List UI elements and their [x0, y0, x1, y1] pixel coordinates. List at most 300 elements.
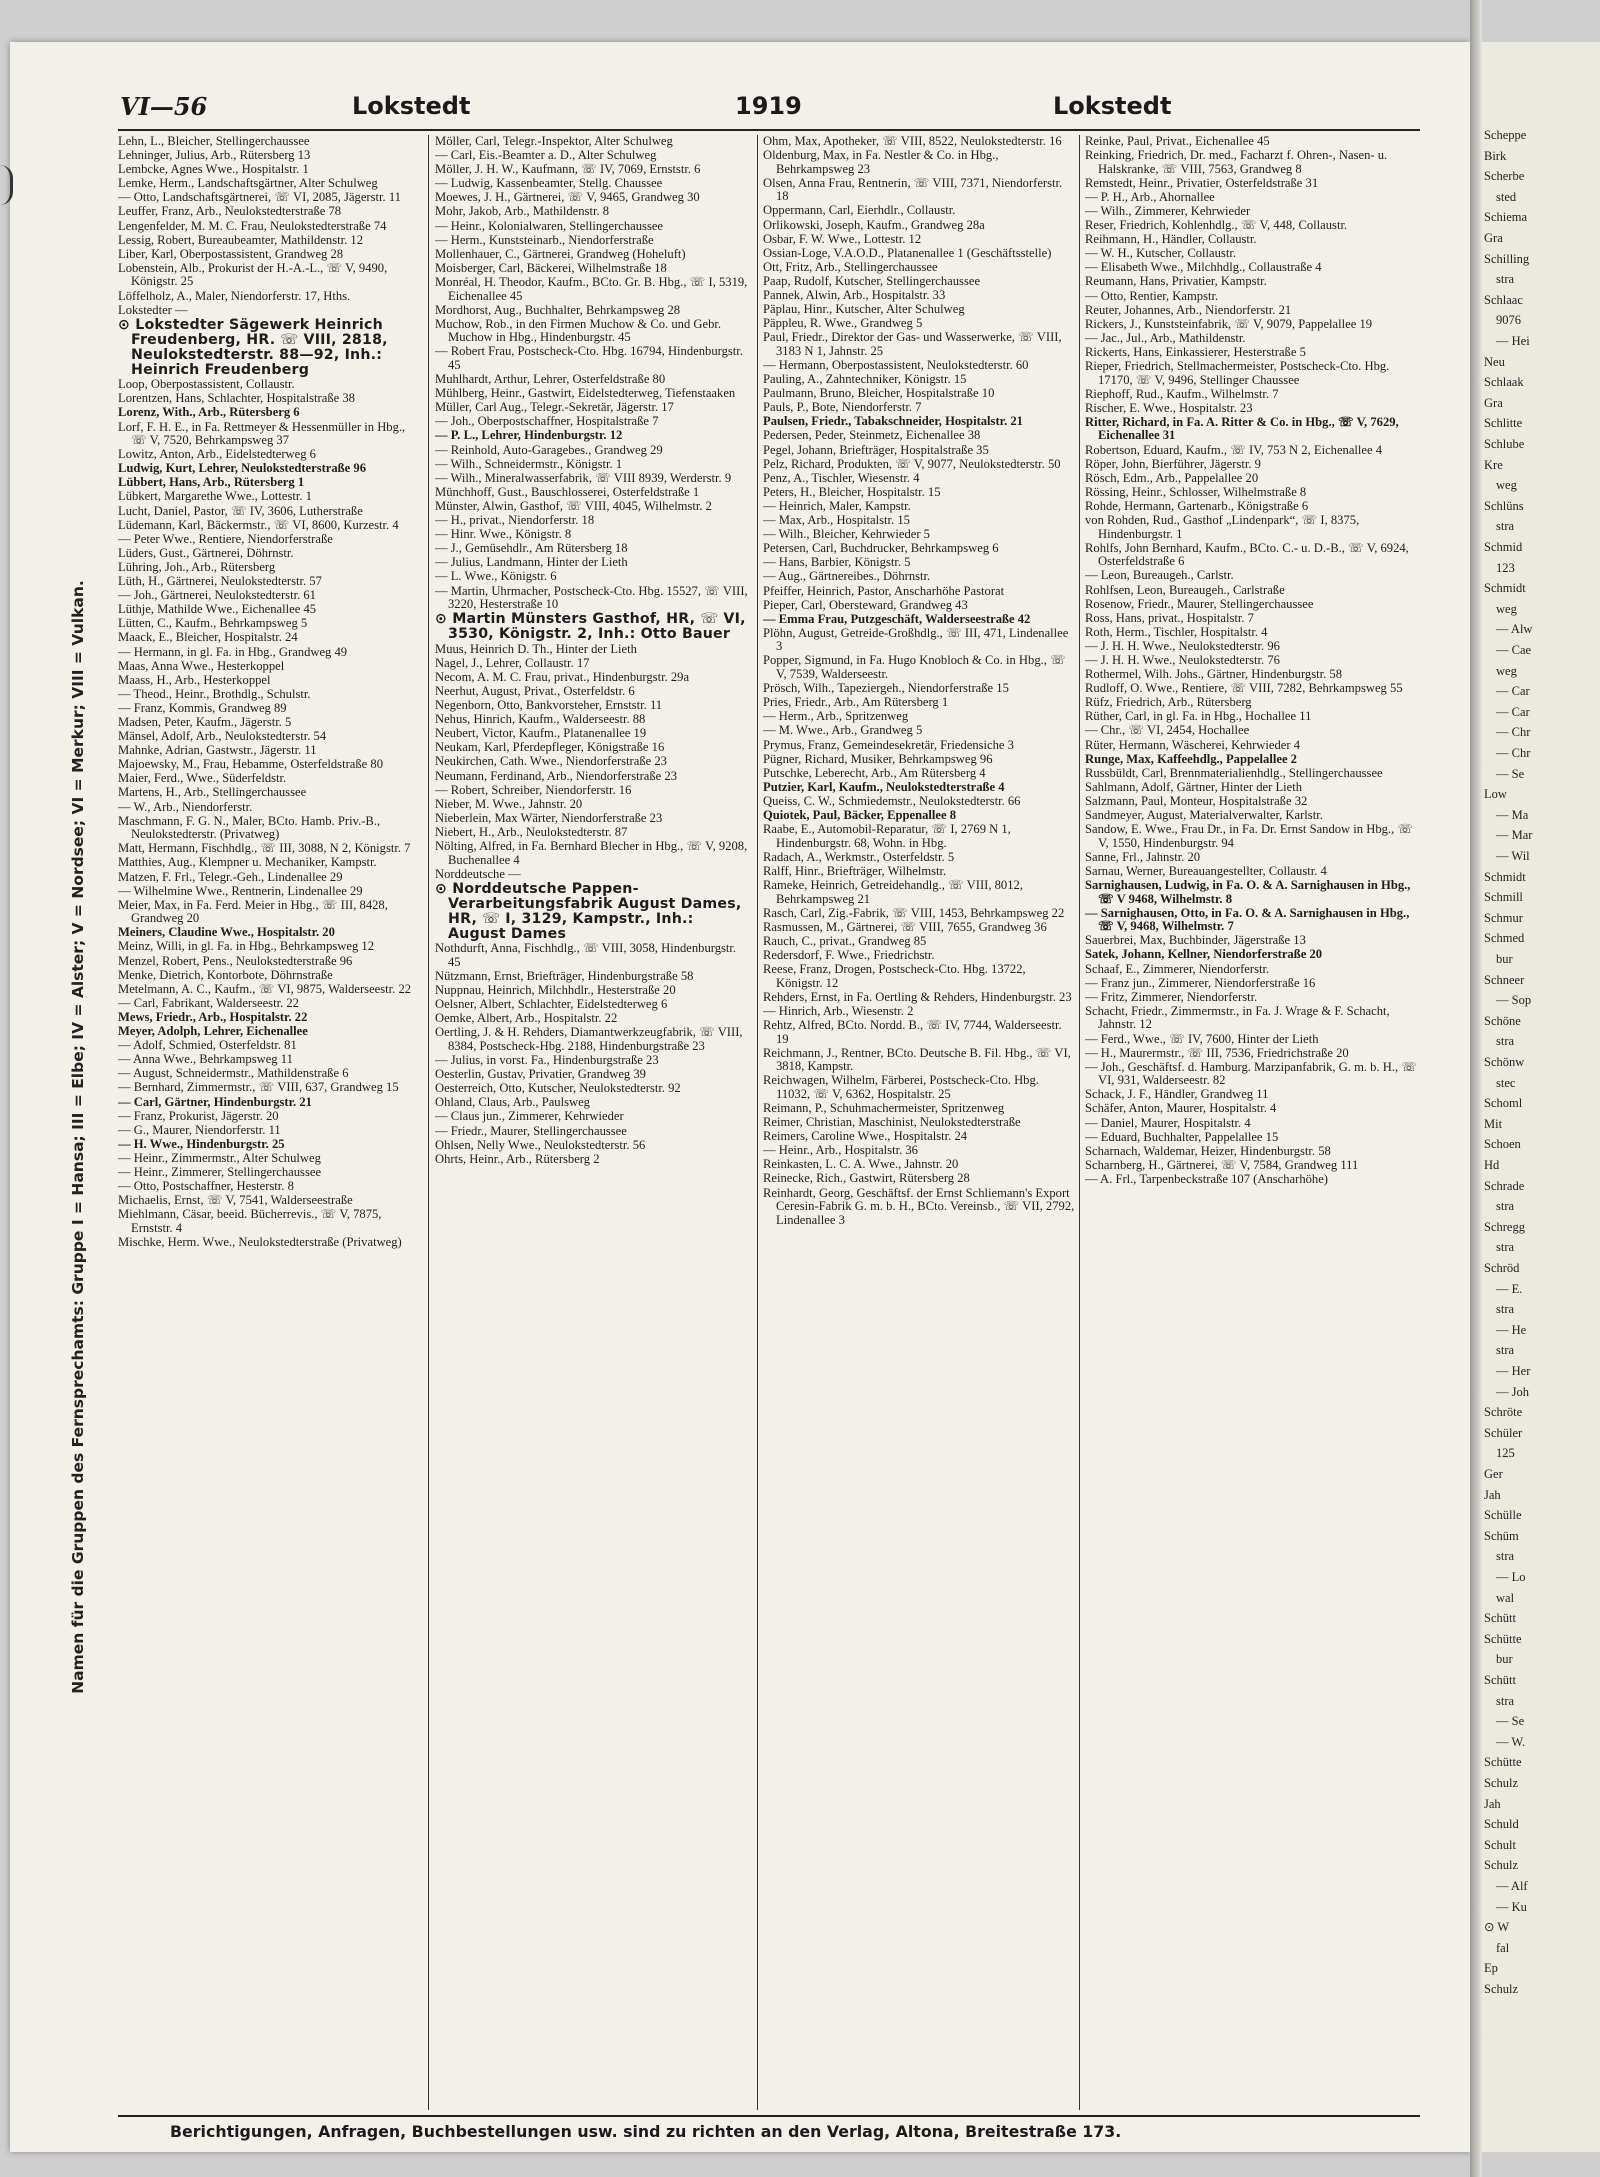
directory-entry: — J. H. H. Wwe., Neulokstedterstr. 76	[1085, 652, 1280, 667]
directory-entry: von Rohden, Rud., Gasthof „Lindenpark“, ☏ I, 8375, Hindenburgstr. 1	[1085, 513, 1360, 541]
adjacent-page-text: Schütt	[1484, 1673, 1516, 1687]
directory-entry: Petersen, Carl, Buchdrucker, Behrkampsweg 6	[763, 541, 999, 556]
directory-entry: — Daniel, Maurer, Hospitalstr. 4	[1085, 1115, 1251, 1130]
adjacent-page-text: Schröte	[1484, 1405, 1523, 1420]
directory-entry: Menzel, Robert, Pens., Neulokstedterstraße 96	[118, 953, 353, 968]
directory-entry: Reimer, Christian, Maschinist, Neulokstedterstraße	[763, 1115, 1021, 1130]
directory-entry: — Robert, Schreiber, Niendorferstr. 16	[435, 782, 632, 797]
directory-entry: Neerhut, August, Privat., Osterfeldstr. 6	[435, 683, 635, 698]
adjacent-page-text: stra	[1496, 1343, 1515, 1358]
adjacent-page-text: — W.	[1496, 1734, 1526, 1749]
directory-entry: Ohland, Claus, Arb., Paulsweg	[435, 1095, 590, 1110]
directory-entry: Reinking, Friedrich, Dr. med., Facharzt f. Ohren-, Nasen- u. Halskranke, ☏ VIII, 7563, Grandweg 8	[1085, 148, 1388, 176]
directory-entry: Mohr, Jakob, Arb., Mathildenstr. 8	[435, 204, 610, 219]
directory-entry: — Wilh., Schneidermstr., Königstr. 1	[435, 456, 623, 471]
directory-entry: — W., Arb., Niendorferstr.	[118, 799, 253, 814]
adjacent-page-text: Schulz	[1484, 1982, 1519, 1996]
adjacent-page-text: — He	[1496, 1322, 1527, 1337]
directory-entry: Ossian-Loge, V.A.O.D., Platanenallee 1 (Geschäftsstelle)	[763, 245, 1052, 260]
adjacent-page-text: Schmed	[1484, 931, 1525, 946]
directory-entry: — Claus jun., Zimmerer, Kehrwieder	[435, 1109, 624, 1124]
adjacent-page-text: stra	[1496, 1034, 1515, 1049]
directory-entry: Miehlmann, Cäsar, beeid. Bücherrevis., ☏ V, 7875, Ernststr. 4	[118, 1207, 382, 1235]
directory-entry: Orlikowski, Joseph, Kaufm., Grandweg 28a	[763, 217, 985, 232]
directory-entry: Müller, Carl Aug., Telegr.-Sekretär, Jägerstr. 17	[435, 400, 674, 415]
adjacent-page-text: weg	[1496, 663, 1517, 678]
directory-entry: Neukirchen, Cath. Wwe., Niendorferstraße 23	[435, 754, 667, 769]
adjacent-page-text: Scherbe	[1484, 169, 1525, 184]
directory-entry: Ott, Fritz, Arb., Stellingerchaussee	[763, 259, 938, 274]
directory-entry: Meier, Max, in Fa. Ferd. Meier in Hbg., ☏ III, 8428, Grandweg 20	[118, 897, 388, 926]
adjacent-page-text: Hd	[1484, 1158, 1500, 1172]
adjacent-page-text: — Mar	[1496, 828, 1533, 843]
adjacent-page-text: Jah	[1484, 1796, 1501, 1811]
directory-entry: — Friedr., Maurer, Stellingerchaussee	[435, 1123, 627, 1138]
directory-entry: — Carl, Fabrikant, Walderseestr. 22	[118, 995, 299, 1010]
directory-column-3	[763, 135, 1075, 2113]
directory-entry: Reinhardt, Georg, Geschäftsf. der Ernst Schliemann's Export Ceresin-Fabrik G. m. b. H., BCto. Vereinsb., ☏ VII, 2792, Lindenallee 3	[763, 1185, 1075, 1227]
directory-entry: Sandow, E. Wwe., Frau Dr., in Fa. Dr. Ernst Sandow in Hbg., ☏ V, 1550, Hindenburgstr. 94	[1085, 822, 1414, 850]
adjacent-page-text: — Ku	[1496, 1899, 1527, 1914]
directory-entry: Menke, Dietrich, Kontorbote, Döhrnstraße	[118, 967, 333, 982]
directory-entry: Pauling, A., Zahntechniker, Königstr. 15	[763, 372, 967, 387]
directory-entry: — Peter Wwe., Rentiere, Niendorferstraße	[118, 531, 333, 546]
directory-entry: Maack, E., Bleicher, Hospitalstr. 24	[118, 630, 298, 645]
directory-entry: Paul, Friedr., Direktor der Gas- und Wasserwerke, ☏ VIII, 3183 N 1, Jahnstr. 25	[763, 330, 1062, 358]
directory-entry: Paap, Rudolf, Kutscher, Stellingerchaussee	[763, 273, 981, 288]
directory-entry: Putschke, Leberecht, Arb., Am Rütersberg 4	[763, 765, 986, 780]
adjacent-page-text: stra	[1496, 272, 1515, 287]
directory-entry: — Wilh., Bleicher, Kehrwieder 5	[763, 527, 930, 542]
directory-entry: Rauch, C., privat., Grandweg 85	[763, 933, 927, 948]
directory-entry: — A. Frl., Tarpenbeckstraße 107 (Anscharhöhe)	[1085, 1171, 1328, 1186]
directory-entry: Redersdorf, F. Wwe., Friedrichstr.	[763, 947, 935, 962]
directory-entry: — Leon, Bureaugeh., Carlstr.	[1085, 568, 1234, 583]
directory-entry: Lowitz, Anton, Arb., Eidelstedterweg 6	[118, 447, 316, 462]
directory-entry: Norddeutsche —	[435, 866, 521, 881]
adjacent-page-text: Schregg	[1484, 1219, 1525, 1234]
directory-entry: — Heinr., Zimmermstr., Alter Schulweg	[118, 1150, 321, 1165]
adjacent-page-text: sted	[1496, 189, 1517, 204]
directory-entry: Radach, A., Werkmstr., Osterfeldstr. 5	[763, 849, 955, 864]
directory-entry: Mahnke, Adrian, Gastwstr., Jägerstr. 11	[118, 743, 317, 758]
directory-entry: Reser, Friedrich, Kohlenhdlg., ☏ V, 448, Collaustr.	[1085, 218, 1348, 233]
adjacent-page-text: — Car	[1496, 704, 1530, 719]
adjacent-page-text: — Se	[1496, 766, 1525, 781]
directory-entry: Mischke, Herm. Wwe., Neulokstedterstraße (Privatweg)	[118, 1234, 402, 1249]
directory-entry: Oelsner, Albert, Schlachter, Eidelstedterweg 6	[435, 997, 668, 1012]
directory-entry: Matthies, Aug., Klempner u. Mechaniker, Kampstr.	[118, 855, 377, 870]
adjacent-page-text: Schlube	[1484, 437, 1525, 451]
directory-entry: — Herm., Kunststeinarb., Niendorferstraße	[435, 232, 654, 247]
adjacent-page-text: 125	[1496, 1446, 1515, 1461]
adjacent-page-text: fal	[1496, 1940, 1510, 1955]
directory-entry: — Max, Arb., Hospitalstr. 15	[763, 513, 910, 528]
directory-entry: Paulmann, Bruno, Bleicher, Hospitalstraße 10	[763, 386, 995, 401]
directory-page	[10, 42, 1470, 2152]
directory-entry: Runge, Max, Kaffeehdlg., Pappelallee 2	[1085, 751, 1297, 766]
adjacent-page-text: Schlüns	[1484, 498, 1524, 513]
directory-entry: Rüther, Carl, in gl. Fa. in Hbg., Hochallee 11	[1085, 709, 1312, 724]
directory-entry: — Julius, Landmann, Hinter der Lieth	[435, 555, 628, 570]
adjacent-page-text: Schiema	[1484, 210, 1528, 225]
directory-entry: Maschmann, F. G. N., Maler, BCto. Hamb. Priv.-B., Neulokstedterstr. (Privatweg)	[118, 813, 381, 842]
directory-entry: — Otto, Postschaffner, Hesterstr. 8	[118, 1179, 294, 1194]
column-divider	[1079, 135, 1080, 2110]
directory-entry: Maier, Ferd., Wwe., Süderfeldstr.	[118, 771, 287, 786]
directory-entry: — Wilh., Mineralwasserfabrik, ☏ VIII 8939, Werderstr. 9	[435, 470, 732, 485]
directory-entry: Röper, John, Bierführer, Jägerstr. 9	[1085, 456, 1261, 471]
directory-entry: Ross, Hans, privat., Hospitalstr. 7	[1085, 610, 1254, 625]
adjacent-page-text: Schneer	[1484, 972, 1525, 987]
directory-entry: Rosenow, Friedr., Maurer, Stellingerchaussee	[1085, 596, 1314, 611]
adjacent-page-text: Schoen	[1484, 1137, 1521, 1152]
directory-entry: Plöhn, August, Getreide-Großhdlg., ☏ III, 471, Lindenallee 3	[763, 625, 1069, 654]
directory-entry: Prymus, Franz, Gemeindesekretär, Friedensiche 3	[763, 737, 1014, 752]
adjacent-page-text: Scheppe	[1484, 128, 1527, 142]
directory-entry: — Wilhelmine Wwe., Rentnerin, Lindenallee 29	[118, 883, 363, 898]
adjacent-page-text: Gra	[1484, 231, 1503, 245]
directory-entry: Pedersen, Peder, Steinmetz, Eichenallee 38	[763, 428, 981, 443]
business-listing: ⊙ Martin Münsters Gasthof, HR, ☏ VI, 3530, Königstr. 2, Inh.: Otto Bauer	[435, 611, 746, 643]
directory-entry: — J. H. H. Wwe., Neulokstedterstr. 96	[1085, 638, 1280, 653]
directory-entry: Sauerbrei, Max, Buchbinder, Jägerstraße 13	[1085, 933, 1306, 948]
running-title-right: Lokstedt	[1053, 92, 1172, 120]
directory-entry: Pries, Friedr., Arb., Am Rütersberg 1	[763, 695, 949, 710]
directory-entry: Pauls, P., Bote, Niendorferstr. 7	[763, 400, 922, 415]
adjacent-page-text: Schuld	[1484, 1817, 1519, 1832]
adjacent-page-text: stra	[1496, 519, 1515, 534]
directory-entry: Muchow, Rob., in den Firmen Muchow & Co. und Gebr. Muchow in Hbg., Hindenburgstr. 45	[435, 316, 722, 345]
adjacent-page-text: — Chr	[1496, 746, 1531, 760]
directory-entry: Reimann, P., Schuhmachermeister, Spritzenweg	[763, 1100, 1005, 1115]
directory-entry: — Emma Frau, Putzgeschäft, Walderseestraße 42	[763, 611, 1031, 626]
directory-entry: Moisberger, Carl, Bäckerei, Wilhelmstraße 18	[435, 260, 667, 275]
directory-entry: Lessig, Robert, Bureaubeamter, Mathildenstr. 12	[118, 232, 364, 247]
directory-entry: Rickers, J., Kunststeinfabrik, ☏ V, 9079, Pappelallee 19	[1085, 316, 1373, 331]
directory-entry: — Wilh., Zimmerer, Kehrwieder	[1085, 203, 1251, 218]
directory-entry: Nehus, Hinrich, Kaufm., Walderseestr. 88	[435, 712, 646, 727]
directory-entry: Meiners, Claudine Wwe., Hospitalstr. 20	[118, 925, 335, 940]
directory-entry: Mews, Friedr., Arb., Hospitalstr. 22	[118, 1009, 308, 1024]
adjacent-page-text: ⊙ W	[1484, 1920, 1510, 1935]
directory-entry: Mollenhauer, C., Gärtnerei, Grandweg (Hoheluft)	[435, 246, 686, 261]
directory-entry: Lübkert, Margarethe Wwe., Lottestr. 1	[118, 489, 312, 504]
directory-entry: Ritter, Richard, in Fa. A. Ritter & Co. in Hbg., ☏ V, 7629, Eichenallee 31	[1085, 414, 1399, 443]
directory-entry: Muhlhardt, Arthur, Lehrer, Osterfeldstraße 80	[435, 372, 666, 387]
directory-entry: — J., Gemüsehdlr., Am Rütersberg 18	[435, 541, 628, 556]
directory-entry: Riephoff, Rud., Kaufm., Wilhelmstr. 7	[1085, 386, 1279, 401]
directory-entry: Penz, A., Tischler, Wiesenstr. 4	[763, 470, 920, 485]
directory-entry: — H., Maurermstr., ☏ III, 7536, Friedrichstraße 20	[1085, 1045, 1349, 1060]
directory-entry: Pügner, Richard, Musiker, Behrkampsweg 96	[763, 751, 993, 766]
directory-entry: Neukam, Karl, Pferdepfleger, Königstraße 16	[435, 740, 665, 755]
telephone-exchange-sidebar	[58, 167, 98, 2107]
directory-entry: — G., Maurer, Niendorferstr. 11	[118, 1122, 281, 1137]
adjacent-page-text: stra	[1496, 1240, 1515, 1255]
directory-entry: — Hinrich, Arb., Wiesenstr. 2	[763, 1003, 914, 1018]
adjacent-page-text: Birk	[1484, 148, 1507, 163]
directory-entry: Möller, Carl, Telegr.-Inspektor, Alter Schulweg	[435, 135, 673, 148]
directory-entry: — Fritz, Zimmerer, Niendorferstr.	[1085, 989, 1258, 1004]
directory-entry: — Heinr., Arb., Hospitalstr. 36	[763, 1143, 918, 1158]
directory-entry: Prösch, Wilh., Tapeziergeh., Niendorferstraße 15	[763, 681, 1009, 696]
directory-entry: Pfeiffer, Heinrich, Pastor, Anscharhöhe Pastorat	[763, 583, 1005, 598]
directory-entry: Meyer, Adolph, Lehrer, Eichenallee	[118, 1024, 308, 1039]
directory-entry: — Joh., Geschäftsf. d. Hamburg. Marzipanfabrik, G. m. b. H., ☏ VI, 931, Walderseestr. 82	[1085, 1059, 1418, 1088]
column-divider	[757, 135, 758, 2110]
directory-entry: Monréal, H. Theodor, Kaufm., BCto. Gr. B. Hbg., ☏ I, 5319, Eichenallee 45	[435, 274, 748, 303]
directory-entry: Scharnach, Waldemar, Heizer, Hindenburgstr. 58	[1085, 1143, 1331, 1158]
directory-entry: Nothdurft, Anna, Fischhdlg., ☏ VIII, 3058, Hindenburgstr. 45	[435, 941, 737, 969]
directory-entry: — M. Wwe., Arb., Grandweg 5	[763, 723, 923, 738]
adjacent-page-text: — Ma	[1496, 807, 1529, 822]
directory-entry: — Theod., Heinr., Brothdlg., Schulstr.	[118, 686, 311, 701]
adjacent-page-text: Schulz	[1484, 1858, 1519, 1873]
adjacent-page-text: stra	[1496, 1693, 1515, 1708]
adjacent-page-text: Ep	[1484, 1961, 1498, 1976]
directory-entry: — Bernhard, Zimmermstr., ☏ VIII, 637, Grandweg 15	[118, 1080, 399, 1095]
directory-entry: Rameke, Heinrich, Getreidehandlg., ☏ VIII, 8012, Behrkampsweg 21	[763, 877, 1023, 906]
adjacent-page-text: Neu	[1484, 354, 1505, 369]
directory-entry: Putzier, Karl, Kaufm., Neulokstedterstraße 4	[763, 779, 1005, 794]
directory-entry: Möller, J. H. W., Kaufmann, ☏ IV, 7069, Ernststr. 6	[435, 162, 701, 177]
adjacent-page-text: — Cae	[1496, 643, 1532, 657]
directory-entry: — Ferd., Wwe., ☏ IV, 7600, Hinter der Lieth	[1085, 1031, 1319, 1046]
directory-entry: Lübbert, Hans, Arb., Rütersberg 1	[118, 475, 305, 490]
directory-entry: Oesterlin, Gustav, Privatier, Grandweg 39	[435, 1067, 646, 1082]
directory-entry: Rösch, Edm., Arb., Pappelallee 20	[1085, 470, 1259, 485]
directory-column-1	[118, 135, 423, 2113]
directory-entry: Nagel, J., Lehrer, Collaustr. 17	[435, 655, 590, 670]
directory-entry: Remstedt, Heinr., Privatier, Osterfeldstraße 31	[1085, 175, 1319, 190]
adjacent-page-text: — Sop	[1496, 993, 1532, 1008]
directory-entry: Lorf, F. H. E., in Fa. Rettmeyer & Hessenmüller in Hbg., ☏ V, 7520, Behrkampsweg 37	[118, 419, 406, 448]
directory-entry: Rickerts, Hans, Einkassierer, Hesterstraße 5	[1085, 344, 1306, 359]
page-number: VI—56	[120, 92, 208, 121]
directory-entry: Paulsen, Friedr., Tabakschneider, Hospitalstr. 21	[763, 414, 1023, 429]
adjacent-page-text: Schüm	[1484, 1528, 1519, 1543]
directory-entry: Rohde, Hermann, Gartenarb., Königstraße 6	[1085, 498, 1309, 513]
directory-entry: Salzmann, Paul, Monteur, Hospitalstraße 32	[1085, 793, 1308, 808]
directory-entry: — Hinr. Wwe., Königstr. 8	[435, 527, 572, 542]
directory-entry: Ohrts, Heinr., Arb., Rütersberg 2	[435, 1151, 600, 1166]
directory-entry: Lüthje, Mathilde Wwe., Eichenallee 45	[118, 602, 317, 617]
directory-entry: Sarnighausen, Ludwig, in Fa. O. & A. Sarnighausen in Hbg., ☏ V 9468, Wilhelmstr. 8	[1085, 877, 1411, 906]
directory-entry: Münchhoff, Gust., Bauschlosserei, Osterfeldstraße 1	[435, 484, 700, 499]
directory-entry: Reinecke, Rich., Gastwirt, Rütersberg 28	[763, 1171, 970, 1186]
directory-entry: Lengenfelder, M. M. C. Frau, Neulokstedterstraße 74	[118, 218, 387, 233]
directory-entry: Martens, H., Arb., Stellingerchaussee	[118, 785, 307, 800]
adjacent-page-text: wal	[1496, 1590, 1515, 1605]
directory-entry: Rasch, Carl, Zig.-Fabrik, ☏ VIII, 1453, Behrkampsweg 22	[763, 905, 1065, 920]
footer-rule	[118, 2115, 1420, 2117]
adjacent-page-text: — Wil	[1496, 849, 1530, 863]
directory-entry: — Martin, Uhrmacher, Postscheck-Cto. Hbg. 15527, ☏ VIII, 3220, Hesterstraße 10	[435, 583, 748, 612]
adjacent-page-text: Gra	[1484, 395, 1503, 410]
directory-entry: Scharnberg, H., Gärtnerei, ☏ V, 7584, Grandweg 111	[1085, 1157, 1359, 1172]
header-rule	[118, 129, 1420, 131]
directory-entry: — Sarnighausen, Otto, in Fa. O. & A. Sarnighausen in Hbg., ☏ V, 9468, Wilhelmstr. 7	[1085, 905, 1410, 934]
running-title-left: Lokstedt	[352, 92, 471, 120]
directory-entry: Sandmeyer, August, Materialverwalter, Karlstr.	[1085, 808, 1323, 822]
directory-entry: Neumann, Ferdinand, Arb., Niendorferstraße 23	[435, 768, 678, 783]
directory-entry: Lehn, L., Bleicher, Stellingerchaussee	[118, 135, 310, 148]
directory-entry: Oertling, J. & H. Rehders, Diamantwerkzeugfabrik, ☏ VIII, 8384, Postscheck-Hbg. 2188, Hindenburgstraße 23	[435, 1025, 743, 1053]
directory-entry: Osbar, F. W. Wwe., Lottestr. 12	[763, 231, 922, 246]
directory-entry: Neubert, Victor, Kaufm., Platanenallee 19	[435, 726, 647, 741]
adjacent-page-text: Schmidt	[1484, 581, 1526, 596]
directory-entry: — Chr., ☏ VI, 2454, Hochallee	[1085, 723, 1250, 738]
directory-column-4	[1085, 135, 1420, 2113]
publisher-footer: Berichtigungen, Anfragen, Buchbestellungen usw. sind zu richten an den Verlag, Altona, Breitestraße 173.	[170, 2122, 1122, 2141]
adjacent-page-text: Schütte	[1484, 1755, 1522, 1770]
directory-entry: Nützmann, Ernst, Briefträger, Hindenburgstraße 58	[435, 968, 694, 983]
adjacent-page-text: Schoml	[1484, 1096, 1523, 1111]
directory-entry: Reumann, Hans, Privatier, Kampstr.	[1085, 274, 1267, 289]
directory-entry: Nieber, M. Wwe., Jahnstr. 20	[435, 796, 583, 811]
column-divider	[428, 135, 429, 2110]
directory-entry: — Julius, in vorst. Fa., Hindenburgstraße 23	[435, 1053, 659, 1068]
adjacent-page-text: Jah	[1484, 1487, 1501, 1502]
directory-entry: Pieper, Carl, Obersteward, Grandweg 43	[763, 597, 968, 612]
adjacent-page-text: Schult	[1484, 1837, 1516, 1852]
adjacent-page-text: Schulz	[1484, 1776, 1519, 1790]
directory-entry: Rothermel, Wilh. Johs., Gärtner, Hindenburgstr. 58	[1085, 667, 1343, 682]
directory-entry: Päplau, Hinr., Kutscher, Alter Schulweg	[763, 302, 965, 317]
directory-entry: Peters, H., Bleicher, Hospitalstr. 15	[763, 484, 941, 499]
directory-entry: Lütten, C., Kaufm., Behrkampsweg 5	[118, 616, 308, 631]
adjacent-page-fragment	[1482, 42, 1600, 2152]
directory-entry: — Hermann, in gl. Fa. in Hbg., Grandweg 49	[118, 644, 348, 659]
directory-entry: Pelz, Richard, Produkten, ☏ V, 9077, Neulokstedterstr. 50	[763, 456, 1061, 471]
adjacent-page-text: weg	[1496, 601, 1517, 616]
directory-entry: — Joh., Oberpostschaffner, Hospitalstraße 7	[435, 414, 659, 429]
directory-entry: — Adolf, Schmied, Osterfeldstr. 81	[118, 1038, 297, 1053]
adjacent-page-text: Schröd	[1484, 1261, 1520, 1275]
directory-entry: — Elisabeth Wwe., Milchhdlg., Collaustraße 4	[1085, 260, 1322, 275]
directory-entry: Matzen, F. Frl., Telegr.-Geh., Lindenallee 29	[118, 869, 343, 884]
directory-entry: — L. Wwe., Königstr. 6	[435, 569, 557, 584]
directory-entry: Reimers, Caroline Wwe., Hospitalstr. 24	[763, 1129, 968, 1144]
directory-entry: Lemke, Herm., Landschaftsgärtner, Alter Schulweg	[118, 176, 378, 191]
directory-entry: — Anna Wwe., Behrkampsweg 11	[118, 1052, 293, 1067]
directory-entry: Reinke, Paul, Privat., Eichenallee 45	[1085, 135, 1270, 148]
directory-entry: — Hans, Barbier, Königstr. 5	[763, 555, 911, 570]
directory-entry: Matt, Hermann, Fischhdlg., ☏ III, 3088, N 2, Königstr. 7	[118, 841, 411, 856]
directory-entry: Oemke, Albert, Arb., Hospitalstr. 22	[435, 1011, 618, 1026]
directory-entry: — Aug., Gärtnereibes., Döhrnstr.	[763, 569, 931, 584]
directory-entry: — Heinrich, Maler, Kampstr.	[763, 498, 911, 513]
directory-entry: Mühlberg, Heinr., Gastwirt, Eidelstedterweg, Tiefenstaaken	[435, 386, 736, 401]
adjacent-page-text: — Chr	[1496, 725, 1531, 740]
directory-entry: — Franz jun., Zimmerer, Niendorferstraße 16	[1085, 975, 1316, 990]
directory-entry: Schaaf, E., Zimmerer, Niendorferstr.	[1085, 961, 1270, 976]
adjacent-page-text: stec	[1496, 1075, 1516, 1090]
directory-entry: — Carl, Eis.-Beamter a. D., Alter Schulweg	[435, 148, 657, 163]
directory-entry: — Franz, Prokurist, Jägerstr. 20	[118, 1108, 279, 1123]
adjacent-page-text: Schlaak	[1484, 375, 1524, 390]
directory-entry: Schacht, Friedr., Zimmermstr., in Fa. J. Wrage & F. Schacht, Jahnstr. 12	[1085, 1003, 1390, 1032]
directory-entry: Lucht, Daniel, Pastor, ☏ IV, 3606, Lutherstraße	[118, 503, 363, 518]
directory-entry: — P. L., Lehrer, Hindenburgstr. 12	[435, 428, 623, 443]
adjacent-page-text: Schlitte	[1484, 416, 1523, 431]
directory-entry: Rasmussen, M., Gärtnerei, ☏ VIII, 7655, Grandweg 36	[763, 919, 1047, 934]
adjacent-page-text: Ger	[1484, 1467, 1503, 1481]
adjacent-page-text: — Joh	[1496, 1384, 1529, 1399]
adjacent-page-text: bur	[1496, 952, 1513, 966]
directory-entry: Sahlmann, Adolf, Gärtner, Hinter der Lieth	[1085, 779, 1303, 794]
directory-entry: — H. Wwe., Hindenburgstr. 25	[118, 1136, 285, 1151]
directory-entry: — W. H., Kutscher, Collaustr.	[1085, 246, 1236, 261]
directory-entry: Negenborn, Otto, Bankvorsteher, Ernststr. 11	[435, 698, 663, 713]
adjacent-page-text: Schilling	[1484, 251, 1530, 266]
directory-entry: Sarnau, Werner, Bureauangestellter, Collaustr. 4	[1085, 863, 1327, 878]
adjacent-page-text: Mit	[1484, 1116, 1503, 1131]
directory-entry: Rohlfs, John Bernhard, Kaufm., BCto. C.- u. D.-B., ☏ V, 6924, Osterfeldstraße 6	[1085, 540, 1409, 569]
adjacent-page-text: stra	[1496, 1549, 1515, 1564]
directory-entry: Lüders, Gust., Gärtnerei, Döhrnstr.	[118, 545, 294, 560]
adjacent-page-text: Schmidt	[1484, 869, 1526, 884]
directory-entry: Rohlfsen, Leon, Bureaugeh., Carlstraße	[1085, 582, 1285, 597]
directory-entry: Lembcke, Agnes Wwe., Hospitalstr. 1	[118, 162, 309, 177]
directory-entry: Maas, Anna Wwe., Hesterkoppel	[118, 658, 285, 673]
adjacent-page-text: — Lo	[1496, 1570, 1526, 1584]
directory-entry: Olsen, Anna Frau, Rentnerin, ☏ VIII, 7371, Niendorferstr. 18	[763, 175, 1063, 204]
directory-entry: Rüter, Hermann, Wäscherei, Kehrwieder 4	[1085, 737, 1301, 752]
adjacent-page-text: Low	[1484, 787, 1507, 802]
adjacent-page-text: Schütte	[1484, 1631, 1522, 1646]
adjacent-page-text: Schülle	[1484, 1508, 1522, 1523]
directory-entry: Reichwagen, Wilhelm, Färberei, Postscheck-Cto. Hbg. 11032, ☏ V, 6362, Hospitalstr. 25	[763, 1073, 1039, 1101]
directory-entry: Münster, Alwin, Gasthof, ☏ VIII, 4045, Wilhelmstr. 2	[435, 498, 712, 513]
directory-entry: Rössing, Heinr., Schlosser, Wilhelmstraße 8	[1085, 484, 1307, 499]
directory-entry: Schack, J. F., Händler, Grandweg 11	[1085, 1087, 1269, 1102]
directory-entry: Necom, A. M. C. Frau, privat., Hindenburgstr. 29a	[435, 669, 690, 684]
directory-entry: Pegel, Johann, Briefträger, Hospitalstraße 35	[763, 442, 989, 457]
directory-entry: Lüth, H., Gärtnerei, Neulokstedterstr. 57	[118, 574, 322, 589]
directory-entry: — Otto, Landschaftsgärtnerei, ☏ VI, 2085, Jägerstr. 11	[118, 190, 401, 205]
directory-entry: Meinz, Willi, in gl. Fa. in Hbg., Behrkampsweg 12	[118, 939, 375, 954]
adjacent-page-text: Schmur	[1484, 910, 1523, 925]
directory-entry: — Franz, Kommis, Grandweg 89	[118, 700, 287, 715]
directory-entry: — Otto, Rentier, Kampstr.	[1085, 288, 1219, 303]
adjacent-page-text: — Her	[1496, 1364, 1531, 1378]
adjacent-page-text: Schmid	[1484, 540, 1523, 554]
directory-entry: — Heinr., Kolonialwaren, Stellingerchaussee	[435, 218, 664, 233]
directory-entry: — P. H., Arb., Ahornallee	[1085, 189, 1215, 204]
adjacent-page-text: — Se	[1496, 1714, 1525, 1729]
sidebar-text: Namen für die Gruppen des Fernsprechamts: Gruppe I = Hansa; III = Elbe; IV = Alster; V = Nordsee; VI = Merkur; VIII = Vulkan.	[69, 580, 87, 1694]
directory-entry: Maass, H., Arb., Hesterkoppel	[118, 672, 271, 687]
directory-entry: Päppleu, R. Wwe., Grandweg 5	[763, 316, 923, 331]
directory-entry: Popper, Sigmund, in Fa. Hugo Knobloch & Co. in Hbg., ☏ V, 7539, Walderseestr.	[763, 653, 1066, 682]
directory-entry: — H., privat., Niendorferstr. 18	[435, 513, 595, 528]
business-listing: ⊙ Norddeutsche Pappen-Verarbeitungsfabrik August Dames, HR, ☏ I, 3129, Kampstr., Inh.: August Dames	[435, 880, 742, 942]
directory-entry: — August, Schneidermstr., Mathildenstraße 6	[118, 1066, 349, 1081]
directory-entry: Rudloff, O. Wwe., Rentiere, ☏ VIII, 7282, Behrkampsweg 55	[1085, 681, 1403, 696]
directory-entry: Muus, Heinrich D. Th., Hinter der Lieth	[435, 641, 637, 656]
directory-entry: Reuter, Johannes, Arb., Niendorferstr. 21	[1085, 302, 1292, 317]
directory-entry: Ralff, Hinr., Briefträger, Wilhelmstr.	[763, 863, 947, 878]
directory-entry: Lühring, Joh., Arb., Rütersberg	[118, 559, 276, 574]
directory-entry: Lobenstein, Alb., Prokurist der H.-A.-L., ☏ V, 9490, Königstr. 25	[118, 260, 388, 289]
directory-entry: Reinkasten, L. C. A. Wwe., Jahnstr. 20	[763, 1157, 959, 1172]
adjacent-page-text: stra	[1496, 1199, 1515, 1214]
directory-entry: Oppermann, Carl, Eierhdlr., Collaustr.	[763, 203, 956, 218]
adjacent-page-text: — Car	[1496, 684, 1530, 699]
directory-entry: Reihmann, H., Händler, Collaustr.	[1085, 232, 1257, 247]
